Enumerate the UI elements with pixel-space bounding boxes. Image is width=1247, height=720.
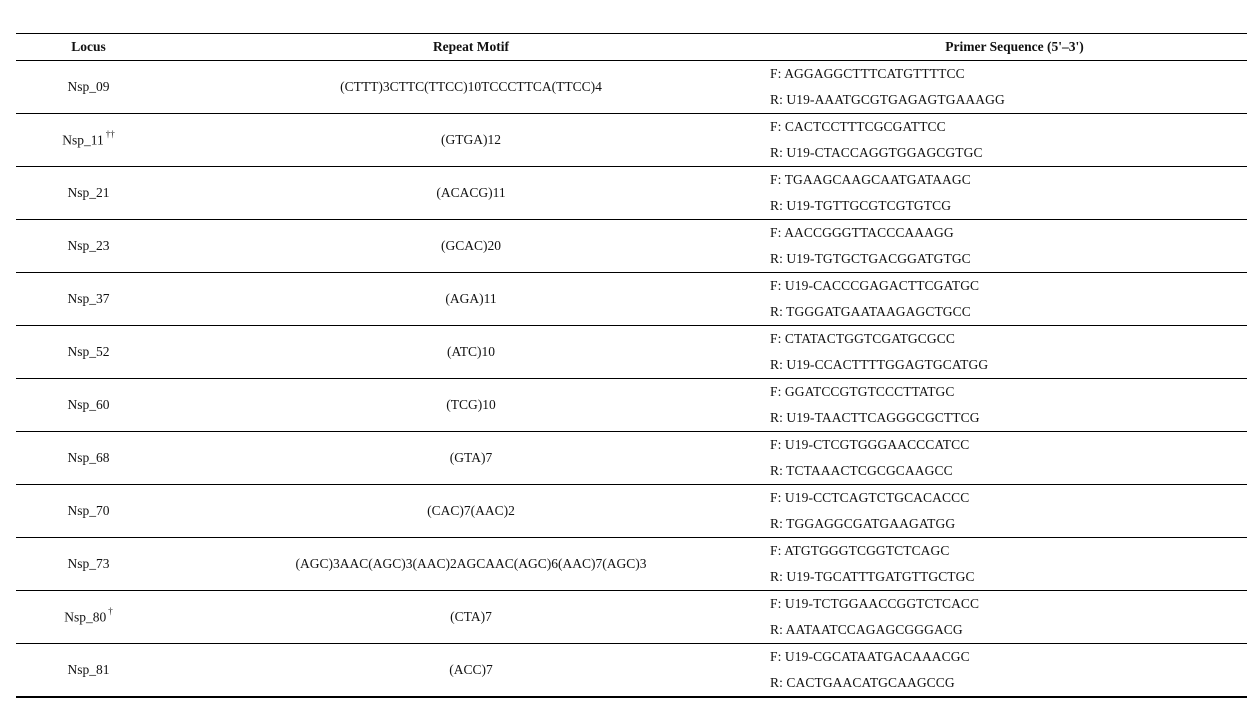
primer-table: [16, 33, 1247, 698]
forward-primer-cell: [770, 326, 1247, 353]
reverse-primer: R: U19-TGTTGCGTCGTGTCG: [770, 198, 952, 213]
locus-cell: [16, 485, 161, 538]
repeat-motif-cell: (CTTT)3CTTC(TTCC)10TCCCTTCA(TTCC)4: [161, 61, 781, 114]
forward-primer: F: TGAAGCAAGCAATGATAAGC: [770, 172, 971, 187]
forward-primer-cell: [770, 114, 1247, 141]
repeat-motif-cell: (ACC)7: [161, 644, 781, 698]
header-locus: Locus: [16, 34, 161, 61]
reverse-primer: R: U19-CTACCAGGTGGAGCGTGC: [770, 145, 983, 160]
table-header: [16, 34, 1247, 61]
locus-name: Nsp_80: [64, 609, 107, 625]
repeat-motif-cell: (GTA)7: [161, 432, 781, 485]
reverse-primer-cell: [770, 458, 1247, 485]
table-row: [16, 485, 1247, 512]
reverse-primer-cell: [770, 511, 1247, 538]
header-repeat-motif: Repeat Motif: [161, 34, 781, 61]
repeat-motif-cell: (CTA)7: [161, 591, 781, 644]
locus-cell: [16, 61, 161, 114]
repeat-motif-cell: (GTGA)12: [161, 114, 781, 167]
locus-cell: [16, 591, 161, 644]
forward-primer: F: ATGTGGGTCGGTCTCAGC: [770, 543, 950, 558]
reverse-primer-cell: [770, 299, 1247, 326]
locus-cell: [16, 273, 161, 326]
repeat-motif-cell: (TCG)10: [161, 379, 781, 432]
locus-name: Nsp_68: [67, 450, 110, 465]
forward-primer: F: CTATACTGGTCGATGCGCC: [770, 331, 955, 346]
table-row: [16, 326, 1247, 353]
locus-cell: [16, 114, 161, 167]
reverse-primer: R: TCTAAACTCGCGCAAGCC: [770, 463, 953, 478]
primer-table-container: [16, 33, 1247, 698]
locus-name: Nsp_21: [67, 185, 110, 200]
reverse-primer-cell: [770, 564, 1247, 591]
locus-cell: [16, 538, 161, 591]
locus-name: Nsp_70: [67, 503, 110, 518]
reverse-primer-cell: [770, 405, 1247, 432]
table-row: [16, 538, 1247, 565]
table-row: [16, 432, 1247, 459]
forward-primer: F: U19-CTCGTGGGAACCCATCC: [770, 437, 970, 452]
forward-primer: F: U19-CCTCAGTCTGCACACCC: [770, 490, 970, 505]
repeat-motif-cell: (CAC)7(AAC)2: [161, 485, 781, 538]
forward-primer-cell: [770, 273, 1247, 300]
locus-name: Nsp_09: [67, 79, 110, 94]
reverse-primer-cell: [770, 193, 1247, 220]
reverse-primer-cell: [770, 670, 1247, 697]
table-row: [16, 591, 1247, 618]
forward-primer-cell: [770, 432, 1247, 459]
reverse-primer: R: AATAATCCAGAGCGGGACG: [770, 622, 963, 637]
table-row: [16, 61, 1247, 88]
locus-name: Nsp_73: [67, 556, 110, 571]
locus-cell: [16, 167, 161, 220]
table-row: [16, 273, 1247, 300]
forward-primer: F: AACCGGGTTACCCAAAGG: [770, 225, 954, 240]
repeat-motif-cell: (ACACG)11: [161, 167, 781, 220]
locus-cell: [16, 644, 161, 698]
forward-primer: F: AGGAGGCTTTCATGTTTTCC: [770, 66, 965, 81]
table-body: [16, 61, 1247, 698]
table-row: [16, 220, 1247, 247]
reverse-primer-cell: [770, 246, 1247, 273]
locus-name: Nsp_23: [67, 238, 110, 253]
reverse-primer: R: TGGGATGAATAAGAGCTGCC: [770, 304, 971, 319]
locus-name: Nsp_60: [67, 397, 110, 412]
repeat-motif-cell: (AGC)3AAC(AGC)3(AAC)2AGCAAC(AGC)6(AAC)7(AGC)3: [161, 538, 781, 591]
table-row: [16, 114, 1247, 141]
forward-primer-cell: [770, 167, 1247, 194]
reverse-primer-cell: [770, 617, 1247, 644]
forward-primer-cell: [770, 61, 1247, 88]
reverse-primer: R: U19-TAACTTCAGGGCGCTTCG: [770, 410, 980, 425]
forward-primer: F: GGATCCGTGTCCCTTATGC: [770, 384, 955, 399]
forward-primer: F: U19-TCTGGAACCGGTCTCACC: [770, 596, 980, 611]
locus-cell: [16, 379, 161, 432]
reverse-primer: R: U19-CCACTTTTGGAGTGCATGG: [770, 357, 989, 372]
footnote-mark: †: [108, 606, 113, 617]
repeat-motif-cell: (ATC)10: [161, 326, 781, 379]
reverse-primer-cell: [770, 87, 1247, 114]
table-row: [16, 167, 1247, 194]
forward-primer: F: U19-CACCCGAGACTTCGATGC: [770, 278, 980, 293]
forward-primer-cell: [770, 485, 1247, 512]
forward-primer-cell: [770, 379, 1247, 406]
table-row: [16, 644, 1247, 671]
locus-cell: [16, 432, 161, 485]
header-row: [16, 34, 1247, 61]
locus-name: Nsp_11: [62, 132, 104, 148]
locus-name: Nsp_81: [67, 662, 110, 677]
reverse-primer: R: TGGAGGCGATGAAGATGG: [770, 516, 956, 531]
repeat-motif-cell: (AGA)11: [161, 273, 781, 326]
reverse-primer-cell: [770, 352, 1247, 379]
locus-name: Nsp_37: [67, 291, 110, 306]
reverse-primer: R: CACTGAACATGCAAGCCG: [770, 675, 955, 690]
forward-primer-cell: [770, 591, 1247, 618]
forward-primer-cell: [770, 220, 1247, 247]
forward-primer: F: U19-CGCATAATGACAAACGC: [770, 649, 970, 664]
locus-cell: [16, 326, 161, 379]
reverse-primer-cell: [770, 140, 1247, 167]
reverse-primer: R: U19-TGCATTTGATGTTGCTGC: [770, 569, 975, 584]
locus-cell: [16, 220, 161, 273]
footnote-mark: ††: [105, 129, 115, 140]
locus-name: Nsp_52: [67, 344, 110, 359]
repeat-motif-cell: (GCAC)20: [161, 220, 781, 273]
reverse-primer: R: U19-AAATGCGTGAGAGTGAAAGG: [770, 92, 1005, 107]
forward-primer-cell: [770, 538, 1247, 565]
forward-primer-cell: [770, 644, 1247, 671]
table-row: [16, 379, 1247, 406]
reverse-primer: R: U19-TGTGCTGACGGATGTGC: [770, 251, 971, 266]
header-primer-sequence: Primer Sequence (5'–3'): [781, 34, 1247, 61]
forward-primer: F: CACTCCTTTCGCGATTCC: [770, 119, 946, 134]
